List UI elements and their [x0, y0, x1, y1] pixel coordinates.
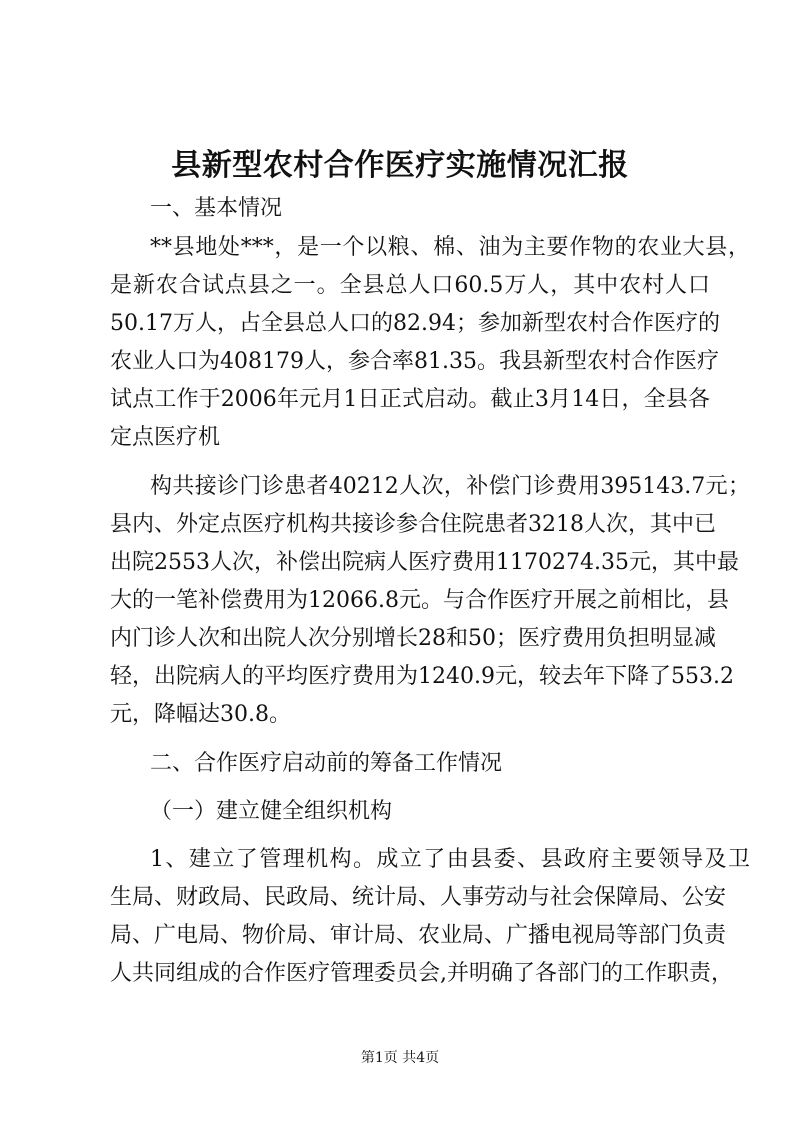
paragraph-line: 轻，出院病人的平均医疗费用为1240.9元，较去年下降了553.2 — [110, 664, 734, 689]
paragraph-line: 50.17万人，占全县总人口的82.94；参加新型农村合作医疗的 — [110, 311, 720, 336]
section-heading-preparation: 二、合作医疗启动前的筹备工作情况 — [150, 751, 503, 776]
paragraph-line: 大的一笔补偿费用为12066.8元。与合作医疗开展之前相比，县 — [110, 588, 729, 613]
section-heading-basic: 一、基本情况 — [150, 196, 283, 221]
paragraph-line: 试点工作于2006年元月1日正式启动。截止3月14日，全县各 — [110, 387, 710, 412]
paragraph-line: 局、广电局、物价局、审计局、农业局、广播电视局等部门负责 — [110, 923, 727, 948]
paragraph-line: 定点医疗机 — [110, 425, 221, 450]
paragraph-line: 1、建立了管理机构。成立了由县委、县政府主要领导及卫 — [150, 847, 750, 872]
paragraph-line: **县地处***，是一个以粮、棉、油为主要作物的农业大县， — [150, 235, 750, 260]
subsection-heading-organization: （一）建立健全组织机构 — [150, 799, 393, 824]
paragraph-line: 人共同组成的合作医疗管理委员会,并明确了各部门的工作职责， — [110, 961, 733, 986]
paragraph-line: 农业人口为408179人，参合率81.35。我县新型农村合作医疗 — [110, 349, 719, 374]
paragraph-line: 出院2553人次，补偿出院病人医疗费用1170274.35元，其中最 — [110, 550, 739, 575]
paragraph-line: 是新农合试点县之一。全县总人口60.5万人，其中农村人口 — [110, 273, 710, 298]
paragraph-line: 生局、财政局、民政局、统计局、人事劳动与社会保障局、公安 — [110, 885, 727, 910]
document-title: 县新型农村合作医疗实施情况汇报 — [171, 148, 629, 183]
paragraph-line: 县内、外定点医疗机构共接诊参合住院患者3218人次，其中已 — [110, 512, 716, 537]
paragraph-line: 元，降幅达30.8。 — [110, 702, 291, 727]
paragraph-line: 构共接诊门诊患者40212人次，补偿门诊费用395143.7元； — [150, 474, 750, 499]
paragraph-line: 内门诊人次和出院人次分别增长28和50；医疗费用负担明显减 — [110, 626, 716, 651]
page-number-footer: 第1页 共4页 — [360, 1050, 440, 1066]
